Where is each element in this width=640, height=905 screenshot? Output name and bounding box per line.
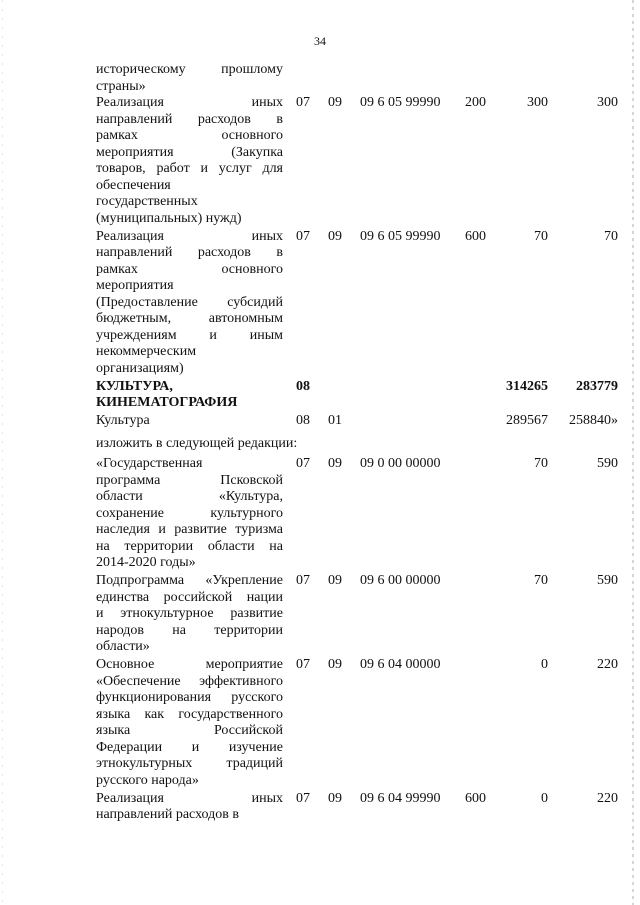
description-line: Реализация иных (96, 790, 283, 806)
amount-year-1: 300 (527, 95, 548, 110)
description-line: наследия и развитие туризма (96, 522, 283, 537)
amount-year-2: 220 (597, 790, 618, 806)
section-code: 07 (296, 657, 310, 672)
amount-year-2: 258840» (569, 413, 618, 428)
description-line: этнокультурных традиций (96, 756, 283, 771)
description-line: русского народа» (96, 772, 199, 788)
subsection-code: 01 (328, 413, 342, 428)
description-line: рамках основного (96, 261, 283, 277)
description-line: языка Российской (96, 723, 283, 738)
description-line: рамках основного (96, 128, 283, 143)
amount-year-2: 300 (597, 95, 618, 110)
row-description (96, 413, 283, 430)
amount-year-1: 0 (541, 790, 548, 806)
amendment-instruction: изложить в следующей редакции: (96, 436, 298, 451)
subsection-code: 09 (328, 95, 342, 110)
description-line: функционирования русского (96, 690, 283, 705)
description-line: КИНЕМАТОГРАФИЯ (96, 395, 238, 410)
description-line: единства российской нации (96, 589, 283, 605)
description-line: языка как государственного (96, 706, 283, 722)
target-item-code: 09 6 05 99990 (360, 95, 441, 110)
description-line: КУЛЬТУРА, (96, 378, 173, 394)
target-item-code: 09 6 05 99990 (360, 228, 441, 244)
description-line: «Государственная (96, 456, 203, 471)
description-line: Федерации и изучение (96, 739, 283, 755)
expense-type-code: 600 (465, 228, 486, 244)
description-line: 2014-2020 годы» (96, 555, 196, 570)
subsection-code: 09 (328, 573, 342, 588)
subsection-code: 09 (328, 657, 342, 672)
description-line: государственных (96, 194, 198, 209)
section-code: 07 (296, 790, 310, 806)
section-code: 08 (296, 378, 310, 394)
target-item-code: 09 0 00 00000 (360, 456, 441, 471)
target-item-code: 09 6 00 00000 (360, 573, 441, 588)
amount-year-1: 70 (534, 228, 548, 244)
scan-edge-left (2, 0, 3, 905)
row-description (96, 456, 283, 572)
description-line: (Предоставление субсидий (96, 294, 283, 310)
description-line: учреждениям и иным (96, 327, 283, 343)
description-line: Подпрограмма «Укрепление (96, 573, 283, 588)
continuation-line: страны» (96, 78, 146, 94)
expense-type-code: 600 (465, 790, 486, 806)
amount-year-2: 70 (604, 228, 618, 244)
page-number: 34 (314, 34, 326, 48)
description-line: мероприятия (Закупка (96, 144, 283, 160)
description-line: организациям) (96, 360, 184, 376)
row-description (96, 573, 283, 656)
description-line: «Обеспечение эффективного (96, 673, 283, 689)
scan-edge-right (632, 0, 634, 905)
target-item-code: 09 6 04 99990 (360, 790, 441, 806)
section-code: 07 (296, 95, 310, 110)
amount-year-1: 0 (541, 657, 548, 672)
continuation-text (96, 62, 283, 95)
description-line: обеспечения (96, 177, 171, 193)
amount-year-1: 314265 (506, 378, 548, 394)
description-line: направлений расходов в (96, 807, 239, 822)
description-line: программа Псковской (96, 472, 283, 488)
description-line: Реализация иных (96, 95, 283, 110)
description-line: области «Культура, (96, 489, 283, 504)
description-line: некоммерческим (96, 344, 197, 359)
section-code: 07 (296, 573, 310, 588)
description-line: Реализация иных (96, 228, 283, 244)
amount-year-2: 283779 (576, 378, 618, 394)
description-line: Основное мероприятие (96, 657, 283, 672)
section-code: 07 (296, 228, 310, 244)
expense-type-code: 200 (465, 95, 486, 110)
subsection-code: 09 (328, 228, 342, 244)
description-line: (муниципальных) нужд) (96, 210, 242, 226)
description-line: направлений расходов в (96, 245, 283, 260)
section-code: 07 (296, 456, 310, 471)
amount-year-2: 590 (597, 573, 618, 588)
description-line: товаров, работ и услуг для (96, 161, 283, 176)
row-description (96, 657, 283, 789)
description-line: сохранение культурного (96, 505, 283, 521)
description-line: Культура (96, 413, 150, 428)
amount-year-2: 220 (597, 657, 618, 672)
row-description (96, 229, 283, 378)
description-line: и этнокультурное развитие (96, 606, 283, 621)
description-line: области» (96, 639, 150, 654)
subsection-code: 09 (328, 456, 342, 471)
amount-year-1: 289567 (506, 413, 548, 428)
row-description (96, 95, 283, 227)
row-description (96, 791, 283, 824)
section-code: 08 (296, 413, 310, 428)
description-line: бюджетным, автономным (96, 311, 283, 326)
continuation-line: историческому прошлому (96, 62, 283, 77)
amount-year-2: 590 (597, 456, 618, 471)
subsection-code: 09 (328, 790, 342, 806)
description-line: направлений расходов в (96, 111, 283, 127)
description-line: мероприятия (96, 278, 174, 293)
row-description (96, 379, 283, 412)
amount-year-1: 70 (534, 573, 548, 588)
description-line: народов на территории (96, 622, 283, 638)
description-line: на территории области на (96, 538, 283, 554)
amount-year-1: 70 (534, 456, 548, 471)
target-item-code: 09 6 04 00000 (360, 657, 441, 672)
